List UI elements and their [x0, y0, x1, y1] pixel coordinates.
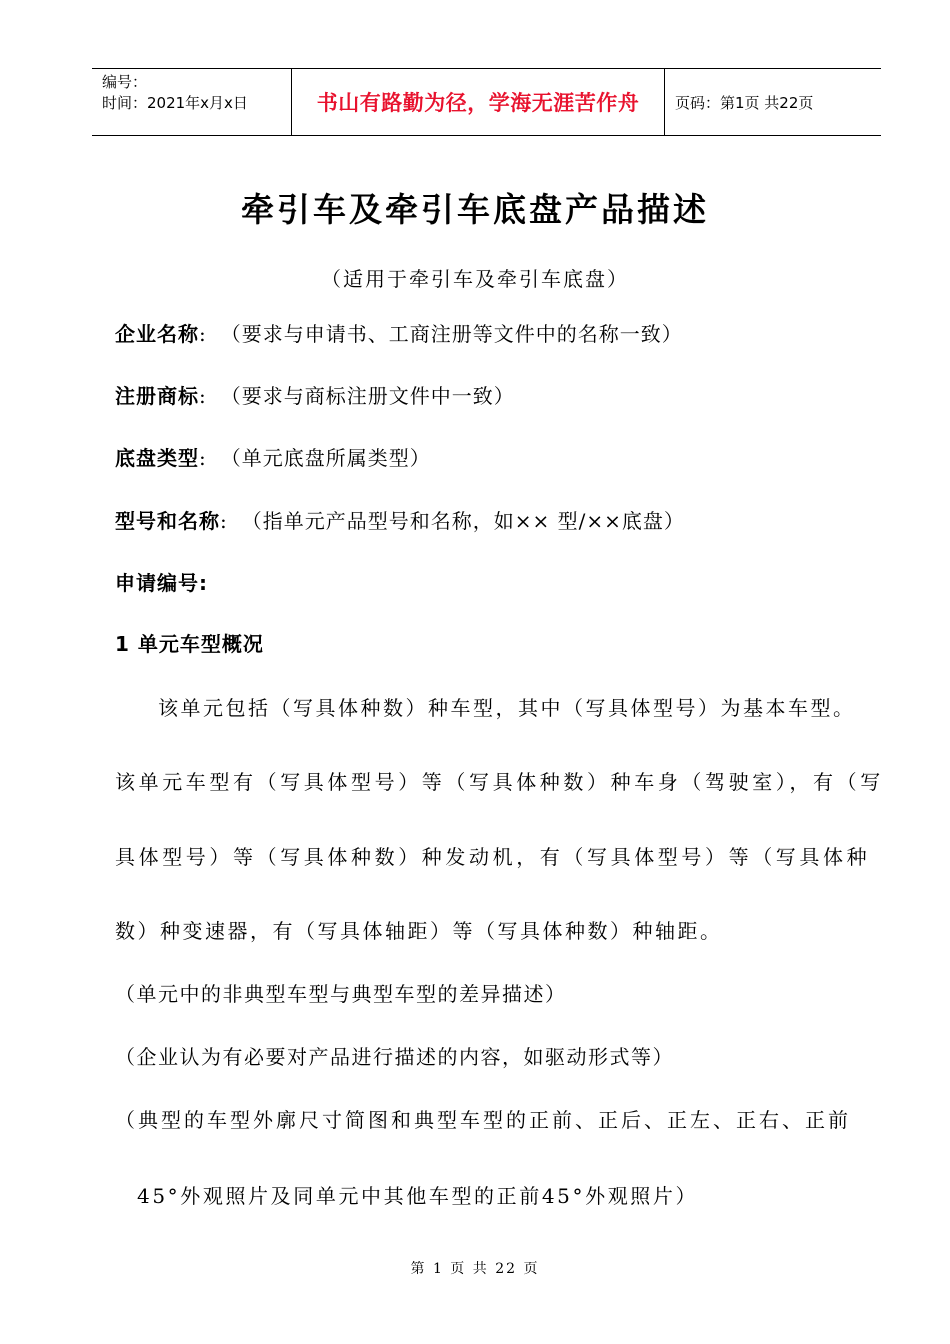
body-line: 具体型号）等（写具体种数）种发动机，有（写具体型号）等（写具体种 — [115, 845, 871, 869]
page-header — [92, 68, 881, 136]
field-separator: : — [220, 509, 228, 533]
body-line: 数）种变速器，有（写具体轴距）等（写具体种数）种轴距。 — [115, 919, 723, 943]
body-line: （单元中的非典型车型与典型车型的差异描述） — [115, 982, 567, 1006]
header-motto: 书山有路勤为径，学海无涯苦作舟 — [316, 91, 640, 115]
body-line: （典型的车型外廓尺寸简图和典型车型的正前、正后、正左、正右、正前 — [115, 1108, 851, 1132]
field-label: 型号和名称 — [115, 509, 220, 533]
number-label: 编号： — [102, 73, 148, 91]
header-meta — [92, 69, 292, 135]
field-application-number — [115, 567, 208, 596]
document-title: 牵引车及牵引车底盘产品描述 — [241, 190, 709, 229]
field-company-name — [115, 318, 683, 347]
field-label: 底盘类型 — [115, 446, 199, 470]
field-label: 企业名称 — [115, 322, 199, 346]
page-footer: 第 1 页 共 22 页 — [410, 1261, 540, 1277]
field-value: （要求与商标注册文件中一致） — [220, 384, 515, 408]
field-value: （指单元产品型号和名称，如×× 型/××底盘） — [241, 509, 685, 533]
field-value: （要求与申请书、工商注册等文件中的名称一致） — [220, 322, 683, 346]
body-line: （企业认为有必要对产品进行描述的内容，如驱动形式等） — [115, 1045, 674, 1069]
body-line: 该单元包括（写具体种数）种车型，其中（写具体型号）为基本车型。 — [158, 696, 856, 720]
field-separator: : — [199, 446, 207, 470]
field-model-name — [115, 505, 685, 534]
field-value: （单元底盘所属类型） — [220, 446, 431, 470]
header-motto-cell — [292, 69, 665, 135]
section-heading: 1 单元车型概况 — [115, 632, 264, 656]
field-separator: : — [199, 322, 207, 346]
body-line: 45°外观照片及同单元中其他车型的正前45°外观照片） — [137, 1184, 699, 1208]
header-page-cell — [665, 69, 881, 135]
field-chassis-type — [115, 442, 431, 471]
page-label: 页码：第1页 共22页 — [675, 93, 814, 112]
field-label: 注册商标 — [115, 384, 199, 408]
time-label: 时间：2021年x月x日 — [102, 94, 248, 112]
field-separator: : — [199, 384, 207, 408]
body-line: 该单元车型有（写具体型号）等（写具体种数）种车身（驾驶室），有（写 — [115, 770, 884, 794]
document-subtitle: （适用于牵引车及牵引车底盘） — [321, 267, 629, 291]
field-trademark — [115, 380, 515, 409]
field-label: 申请编号: — [115, 571, 208, 595]
